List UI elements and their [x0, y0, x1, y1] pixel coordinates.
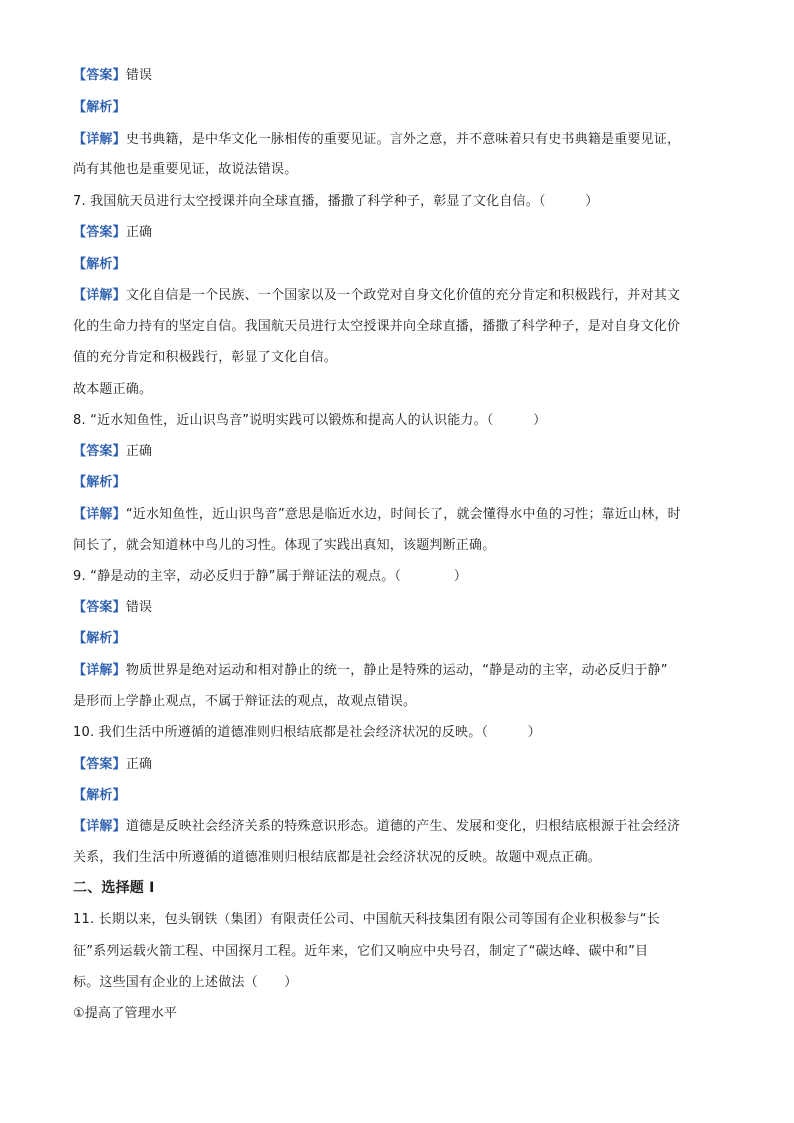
q7-detail-line-1	[73, 286, 723, 305]
q7-detail-text-4: 故本题正确。	[73, 382, 153, 397]
detail-tag: 【详解】	[73, 819, 126, 834]
q11-stem-line-3	[73, 973, 723, 992]
section-2-heading	[73, 879, 723, 897]
q8-stem	[73, 411, 723, 430]
q9-detail-text-1: 物质世界是绝对运动和相对静止的统一，静止是特殊的运动，“静是动的主宰，动必反归于静”	[125, 663, 668, 678]
q10-stem-text: 10. 我们生活中所遵循的道德准则归根结底都是社会经济状况的反映。（ ）	[73, 725, 541, 740]
q9-analysis-line	[73, 629, 723, 648]
q6-detail-line-2	[73, 160, 723, 179]
q8-analysis-line	[73, 473, 723, 492]
q8-stem-text: 8. “近水知鱼性，近山识鸟音”说明实践可以锻炼和提高人的认识能力。（ ）	[73, 413, 547, 428]
q11-option-1	[73, 1004, 723, 1023]
q9-detail-line-2	[73, 692, 723, 711]
q9-stem-text: 9. “静是动的主宰，动必反归于静”属于辩证法的观点。（ ）	[73, 569, 468, 584]
q6-answer: 错误	[125, 68, 153, 83]
detail-tag: 【详解】	[73, 288, 126, 303]
q7-detail-text-3: 值的充分肯定和积极践行，彰显了文化自信。	[73, 350, 338, 365]
q7-answer-line	[73, 223, 723, 242]
q7-detail-line-3	[73, 348, 723, 367]
q11-stem-text-2: 征”系列运载火箭工程、中国探月工程。近年来，它们又响应中央号召，制定了“碳达峰、碳中和”目	[73, 944, 649, 959]
q6-detail-text-1: 史书典籍，是中华文化一脉相传的重要见证。言外之意，并不意味着只有史书典籍是重要见证，	[125, 132, 681, 147]
q9-stem	[73, 567, 723, 586]
q6-answer-line	[73, 66, 723, 85]
q10-analysis-line	[73, 786, 723, 805]
detail-tag: 【详解】	[73, 132, 126, 147]
q6-analysis-line	[73, 98, 723, 117]
analysis-tag: 【解析】	[73, 475, 126, 490]
analysis-tag: 【解析】	[73, 257, 126, 272]
section-2-title: 二、选择题 I	[73, 880, 155, 896]
analysis-tag: 【解析】	[73, 631, 126, 646]
q8-detail-line-2	[73, 536, 723, 555]
q7-detail-text-1: 文化自信是一个民族、一个国家以及一个政党对自身文化价值的充分肯定和积极践行，并对其文	[125, 288, 681, 303]
q10-detail-line-2	[73, 848, 723, 867]
q8-detail-text-1: “近水知鱼性，近山识鸟音”意思是临近水边，时间长了，就会懂得水中鱼的习性；靠近山林，时	[125, 507, 681, 522]
q9-answer: 错误	[125, 600, 153, 615]
q11-option-1-text: ①提高了管理水平	[73, 1006, 178, 1021]
q7-detail-line-2	[73, 317, 723, 336]
q7-stem	[73, 192, 723, 211]
analysis-tag: 【解析】	[73, 788, 126, 803]
q11-stem-text-3: 标。这些国有企业的上述做法（ ）	[73, 975, 298, 990]
q11-stem-line-2	[73, 942, 723, 961]
detail-tag: 【详解】	[73, 663, 126, 678]
q10-detail-text-2: 关系，我们生活中所遵循的道德准则归根结底都是社会经济状况的反映。故题中观点正确。	[73, 850, 602, 865]
q9-detail-text-2: 是形而上学静止观点，不属于辩证法的观点，故观点错误。	[73, 694, 417, 709]
q8-detail-line-1	[73, 505, 723, 524]
q8-detail-text-2: 间长了，就会知道林中鸟儿的习性。体现了实践出真知，该题判断正确。	[73, 538, 496, 553]
q7-answer: 正确	[125, 225, 153, 240]
q7-analysis-line	[73, 255, 723, 274]
q10-answer: 正确	[125, 757, 153, 772]
q8-answer: 正确	[125, 444, 153, 459]
q10-answer-line	[73, 755, 723, 774]
q9-detail-line-1	[73, 661, 723, 680]
detail-tag: 【详解】	[73, 507, 126, 522]
q11-stem-line-1	[73, 910, 723, 929]
q8-answer-line	[73, 442, 723, 461]
analysis-tag: 【解析】	[73, 100, 126, 115]
q7-detail-text-2: 化的生命力持有的坚定自信。我国航天员进行太空授课并向全球直播，播撒了科学种子，是对自身文化价	[73, 319, 681, 334]
q10-stem	[73, 723, 723, 742]
q6-detail-text-2: 尚有其他也是重要见证，故说法错误。	[73, 162, 298, 177]
answer-tag: 【答案】	[73, 600, 126, 615]
q7-stem-text: 7. 我国航天员进行太空授课并向全球直播，播撒了科学种子，彰显了文化自信。（ ）	[73, 194, 599, 209]
q6-detail-line-1	[73, 130, 723, 149]
answer-tag: 【答案】	[73, 68, 126, 83]
answer-tag: 【答案】	[73, 225, 126, 240]
q7-detail-line-4	[73, 380, 723, 399]
answer-tag: 【答案】	[73, 757, 126, 772]
q11-stem-text-1: 11. 长期以来，包头钢铁（集团）有限责任公司、中国航天科技集团有限公司等国有企业积极参与“长	[73, 912, 660, 927]
answer-tag: 【答案】	[73, 444, 126, 459]
q10-detail-text-1: 道德是反映社会经济关系的特殊意识形态。道德的产生、发展和变化，归根结底根源于社会经济	[125, 819, 681, 834]
q10-detail-line-1	[73, 817, 723, 836]
q9-answer-line	[73, 598, 723, 617]
